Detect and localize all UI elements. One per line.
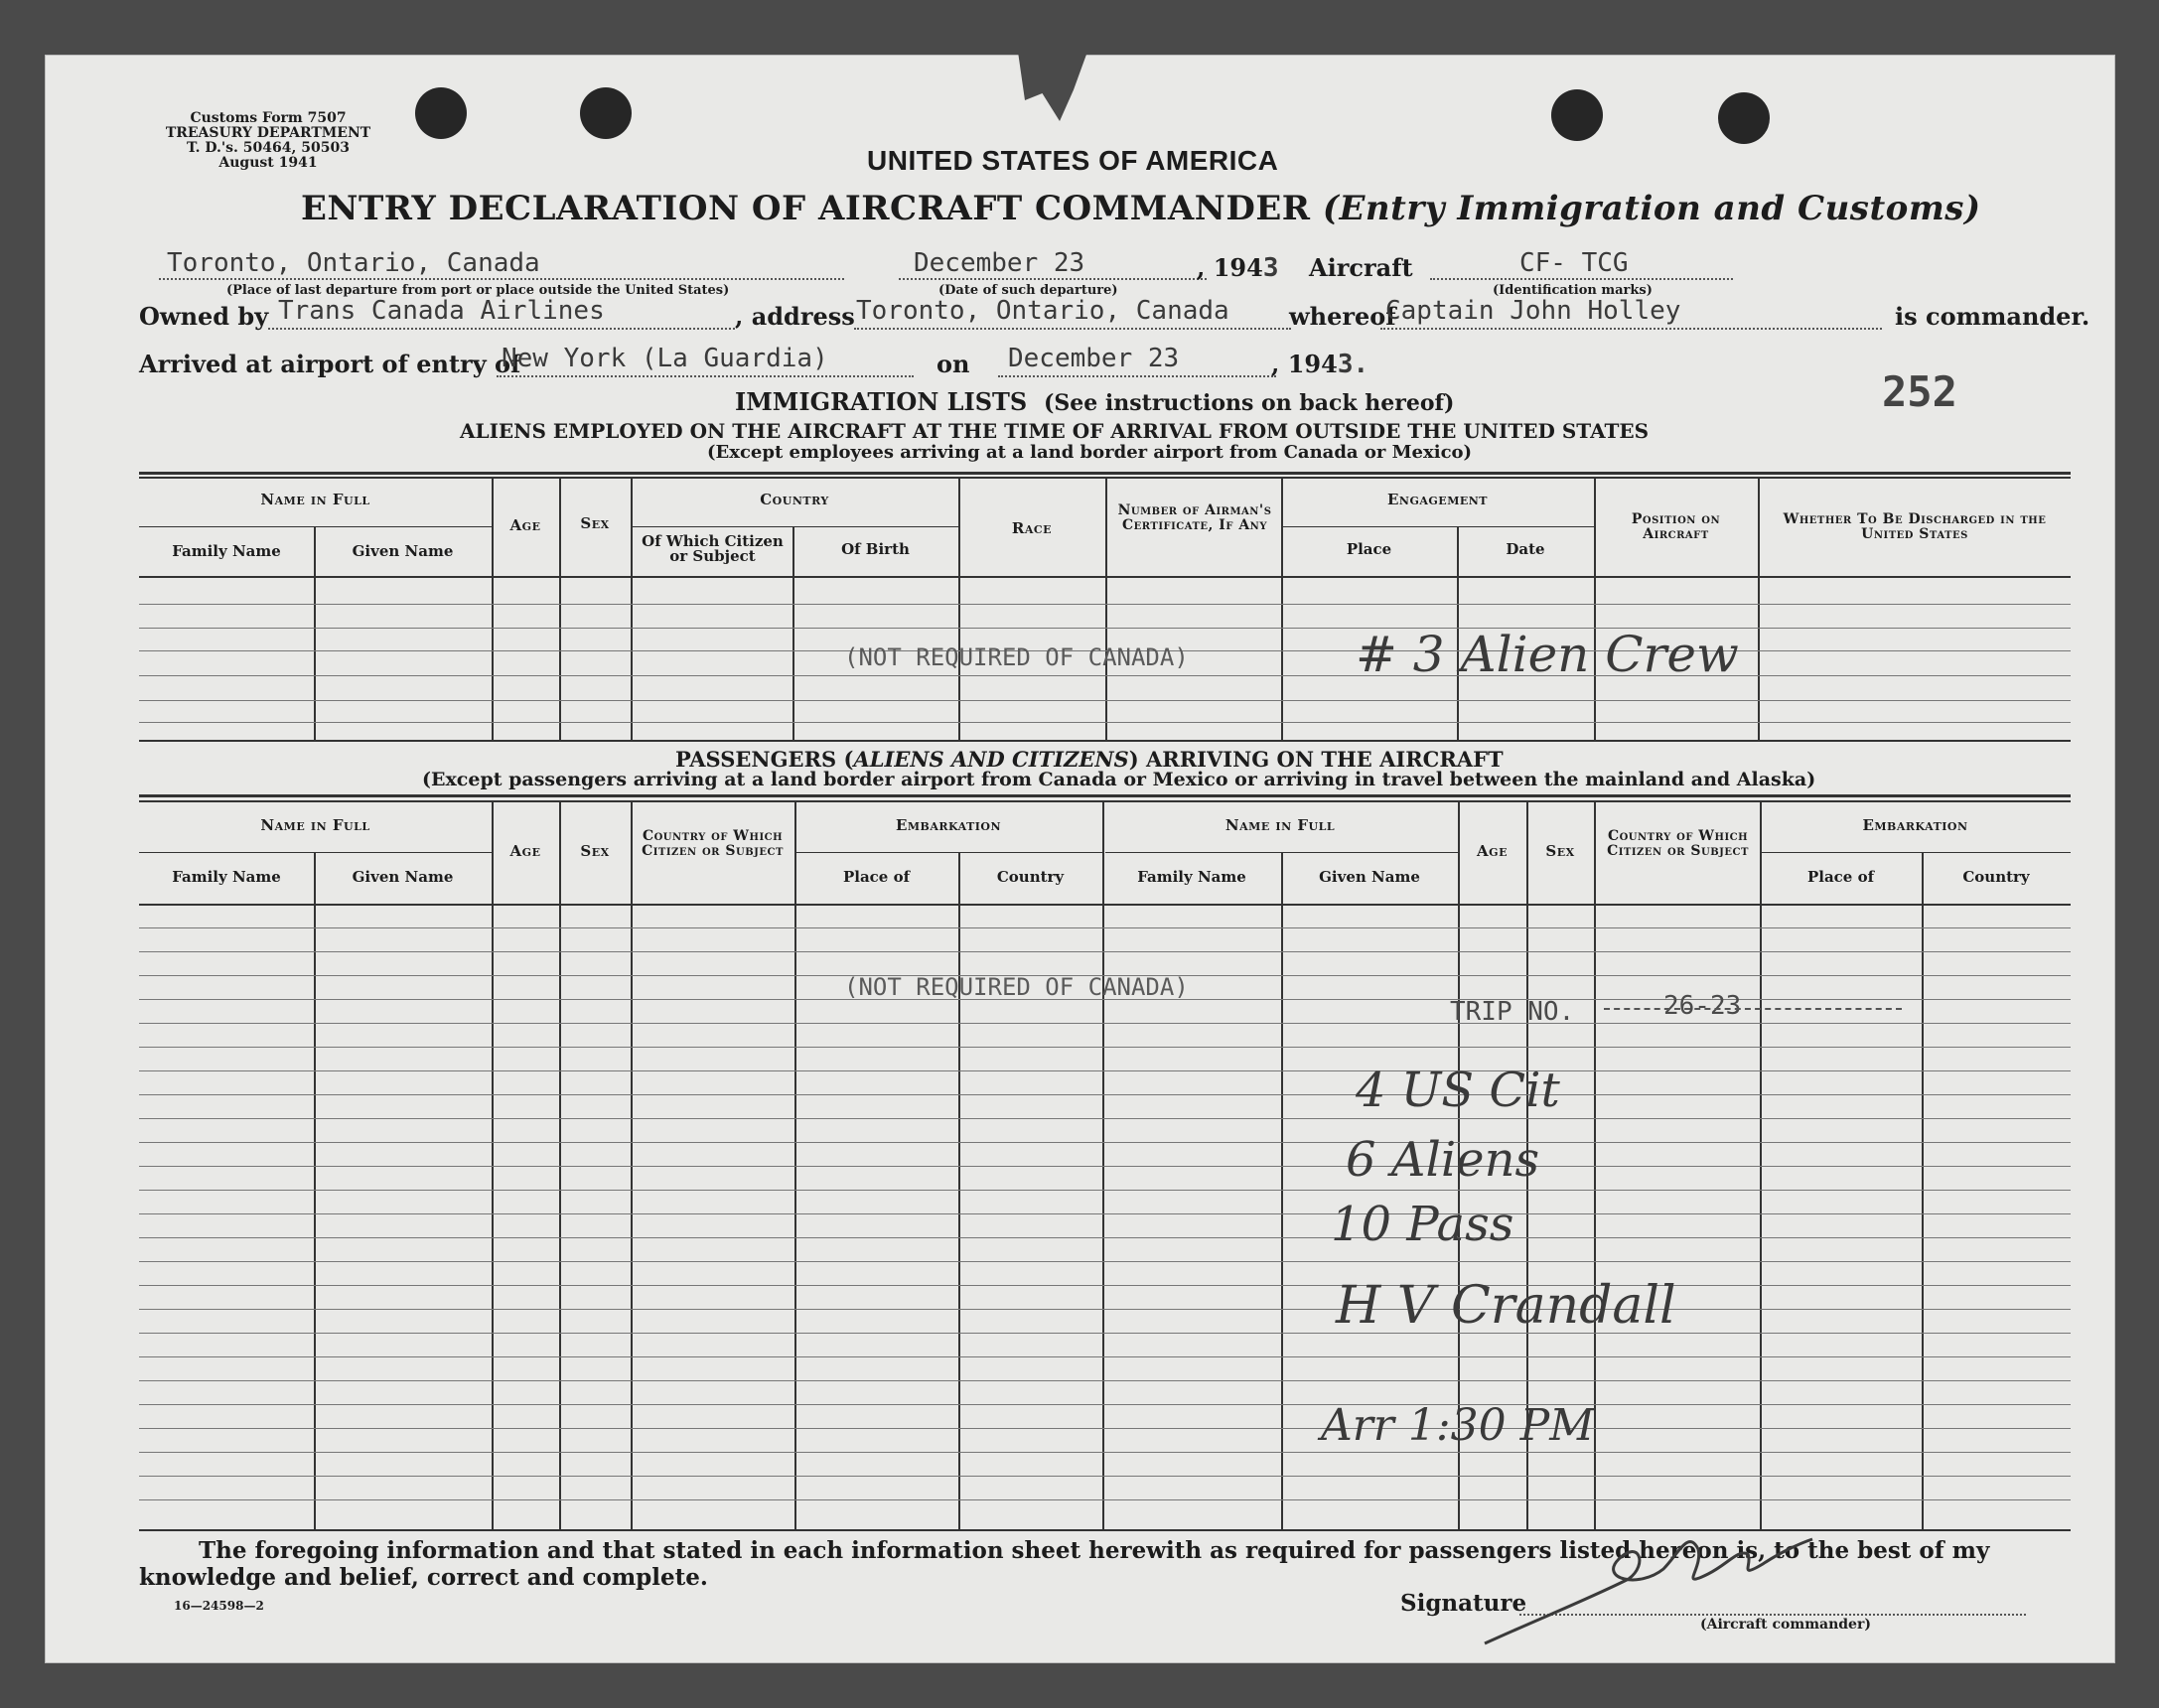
aircraft-id: CF- TCG <box>1519 248 1629 278</box>
table-row <box>139 604 2071 605</box>
commander-name: Captain John Holley <box>1385 296 1681 326</box>
header-given-name: Given Name <box>352 868 454 886</box>
header-citizen-of: Of Which Citizen or Subject <box>642 532 784 565</box>
table-row <box>139 1356 2071 1357</box>
passengers-note: (Except passengers arriving at a land border airport from Canada or Mexico or arriving in travel between the mainland and Alaska) <box>422 769 1816 790</box>
table-row <box>139 1023 2071 1024</box>
header-citizen-of: Country of Which Citizen or Subject <box>642 828 784 859</box>
departure-place: Toronto, Ontario, Canada <box>167 248 540 278</box>
header-given-name: Given Name <box>352 542 454 560</box>
table-header-bottom <box>139 904 2071 906</box>
table-row <box>139 1166 2071 1167</box>
arrival-date: December 23 <box>1008 344 1180 373</box>
immigration-title-note: (See instructions on back hereof) <box>1043 390 1455 416</box>
header-sex: Sex <box>580 514 610 532</box>
header-country-2: Country <box>1962 868 2030 886</box>
table-row <box>139 675 2071 676</box>
header-race: Race <box>1011 519 1053 537</box>
header-discharged: Whether To Be Discharged in the United States <box>1783 511 2047 542</box>
table-row <box>139 1499 2071 1500</box>
year-suffix: 3. <box>1337 350 1369 379</box>
header-family-name: Family Name <box>172 868 281 886</box>
table-rule <box>1281 526 1594 527</box>
table-row <box>139 1190 2071 1191</box>
owner-address: Toronto, Ontario, Canada <box>856 296 1229 326</box>
header-date: Date <box>1506 540 1545 558</box>
departure-date: December 23 <box>914 248 1085 278</box>
departure-date-caption: (Date of such departure) <box>938 283 1118 298</box>
header-sex-2: Sex <box>1545 842 1575 860</box>
table-row <box>139 1094 2071 1095</box>
table-row <box>139 927 2071 928</box>
owned-by-label: Owned by <box>139 302 269 331</box>
table-row <box>139 1333 2071 1334</box>
punch-hole-icon <box>1551 89 1603 141</box>
header-certificate: Number of Airman's Certificate, If Any <box>1117 502 1272 533</box>
table-divider <box>559 800 561 1529</box>
stamp-number: 252 <box>1882 367 1957 416</box>
departure-place-caption: (Place of last departure from port or place outside the United States) <box>226 283 730 298</box>
whereof-label: whereof <box>1289 302 1396 331</box>
departure-year <box>1197 253 1278 283</box>
table-divider <box>1760 800 1762 1529</box>
address-line <box>854 328 1291 330</box>
table-row <box>139 1213 2071 1214</box>
table-rule <box>1760 852 2071 853</box>
table-row <box>139 1047 2071 1048</box>
table-row <box>139 700 2071 701</box>
table-divider <box>1102 800 1104 1529</box>
trip-line <box>1604 1008 1902 1010</box>
declaration-text: The foregoing information and that stated in each information sheet herewith as required for passengers listed hereon is, to the best of my knowledge and belief, correct and complete. <box>139 1537 1990 1591</box>
header-of-birth: Of Birth <box>841 540 910 558</box>
departure-place-line <box>159 278 844 280</box>
signature-label: Signature <box>1400 1590 1527 1617</box>
punch-hole-icon <box>580 87 632 139</box>
owner-line <box>268 328 735 330</box>
table-row <box>139 1237 2071 1238</box>
not-required-stamp: (NOT REQUIRED OF CANADA) <box>844 973 1189 1001</box>
table-row <box>139 1428 2071 1429</box>
header-embarkation-2: Embarkation <box>1862 816 1968 834</box>
table-row <box>139 951 2071 952</box>
trip-number: 26-23 <box>1663 991 1742 1021</box>
header-place-of-2: Place of <box>1806 868 1875 886</box>
table-row <box>139 1452 2071 1453</box>
table-row <box>139 1285 2071 1286</box>
arrival-airport: New York (La Guardia) <box>502 344 828 373</box>
header-engagement: Engagement <box>1387 491 1488 508</box>
table-divider <box>792 526 794 740</box>
table-row <box>139 1476 2071 1477</box>
td-numbers: T. D.'s. 50464, 50503 <box>187 140 350 156</box>
arrival-date-line <box>998 375 1276 377</box>
print-code: 16—24598—2 <box>174 1599 264 1613</box>
commander-line <box>1380 328 1882 330</box>
signature-caption: (Aircraft commander) <box>1700 1617 1871 1633</box>
handwritten-crew-note: # 3 Alien Crew <box>1356 626 1739 683</box>
table-rule <box>794 852 1102 853</box>
year-prefix: , 194 <box>1271 350 1338 378</box>
punch-hole-icon <box>1718 92 1770 144</box>
arrival-year <box>1271 350 1368 379</box>
header-name-in-full: Name in Full <box>260 816 370 834</box>
passengers-title-a: PASSENGERS ( <box>675 747 854 772</box>
header-citizen-of-2: Country of Which Citizen or Subject <box>1607 828 1749 859</box>
handwritten-aliens: 6 Aliens <box>1346 1132 1540 1188</box>
table-divider <box>492 800 494 1529</box>
arrival-on-label: on <box>936 350 970 378</box>
departure-date-line <box>899 278 1207 280</box>
table-row <box>139 1142 2071 1143</box>
header-name-in-full: Name in Full <box>260 491 370 508</box>
header-embarkation: Embarkation <box>895 816 1002 834</box>
title-text: ENTRY DECLARATION OF AIRCRAFT COMMANDER <box>301 189 1311 228</box>
table-border-bottom <box>139 740 2071 742</box>
page-title <box>301 189 1981 228</box>
table-row <box>139 1380 2071 1381</box>
immigration-subtitle: ALIENS EMPLOYED ON THE AIRCRAFT AT THE TIME OF ARRIVAL FROM OUTSIDE THE UNITED STATES <box>460 419 1650 443</box>
table-row <box>139 1309 2071 1310</box>
table-row <box>139 722 2071 723</box>
table-divider <box>794 800 796 1529</box>
not-required-stamp: (NOT REQUIRED OF CANADA) <box>844 643 1189 671</box>
handwritten-inspector: H V Crandall <box>1336 1276 1676 1336</box>
header-given-name-2: Given Name <box>1319 868 1420 886</box>
header-position: Position on Aircraft <box>1631 511 1721 542</box>
immigration-title-text: IMMIGRATION LISTS <box>735 387 1028 416</box>
country-title: UNITED STATES OF AMERICA <box>867 145 1279 176</box>
table-row <box>139 628 2071 629</box>
commander-label: is commander. <box>1895 302 2090 331</box>
handwritten-arrival-time: Arr 1:30 PM <box>1321 1400 1595 1451</box>
form-date: August 1941 <box>218 155 318 171</box>
aircraft-id-caption: (Identification marks) <box>1493 283 1653 298</box>
aircraft-label: Aircraft <box>1309 253 1413 282</box>
table-row <box>139 1261 2071 1262</box>
table-row <box>139 1404 2071 1405</box>
header-age: Age <box>509 842 541 860</box>
table-rule <box>631 526 958 527</box>
table-row <box>139 1118 2071 1119</box>
punch-hole-icon <box>415 87 467 139</box>
title-paren: (Entry Immigration and Customs) <box>1322 189 1981 228</box>
owner-name: Trans Canada Airlines <box>278 296 605 326</box>
header-family-name-2: Family Name <box>1137 868 1246 886</box>
year-prefix: , 194 <box>1197 253 1263 282</box>
table-border-top <box>139 800 2071 802</box>
header-country: Country <box>760 491 829 508</box>
header-age: Age <box>509 516 541 534</box>
table-border-top <box>139 472 2071 475</box>
header-country: Country <box>996 868 1065 886</box>
immigration-note: (Except employees arriving at a land border airport from Canada or Mexico) <box>707 442 1473 463</box>
table-row <box>139 1070 2071 1071</box>
header-place: Place <box>1346 540 1392 558</box>
header-place-of: Place of <box>842 868 911 886</box>
aircraft-id-line <box>1430 278 1733 280</box>
table-divider <box>1594 800 1596 1529</box>
header-sex: Sex <box>580 842 610 860</box>
form-identifier <box>129 111 407 171</box>
handwritten-passengers: 10 Pass <box>1331 1197 1514 1252</box>
passengers-title-b: ) ARRIVING ON THE AIRCRAFT <box>1128 747 1504 772</box>
table-border-top <box>139 794 2071 797</box>
address-label: , address <box>735 302 855 331</box>
table-divider <box>631 800 633 1529</box>
arrival-airport-line <box>497 375 914 377</box>
header-age-2: Age <box>1477 842 1508 860</box>
department: TREASURY DEPARTMENT <box>165 125 371 141</box>
year-suffix: 3 <box>1262 253 1279 283</box>
immigration-title <box>735 387 1454 416</box>
passengers-title-italic: ALIENS AND CITIZENS <box>853 747 1129 772</box>
arrival-label: Arrived at airport of entry of <box>139 350 521 378</box>
header-name-in-full-2: Name in Full <box>1224 816 1336 834</box>
handwritten-us-citizens: 4 US Cit <box>1356 1063 1560 1118</box>
form-number: Customs Form 7507 <box>190 110 347 126</box>
trip-label: TRIP NO. <box>1450 997 1575 1027</box>
header-family-name: Family Name <box>172 542 281 560</box>
